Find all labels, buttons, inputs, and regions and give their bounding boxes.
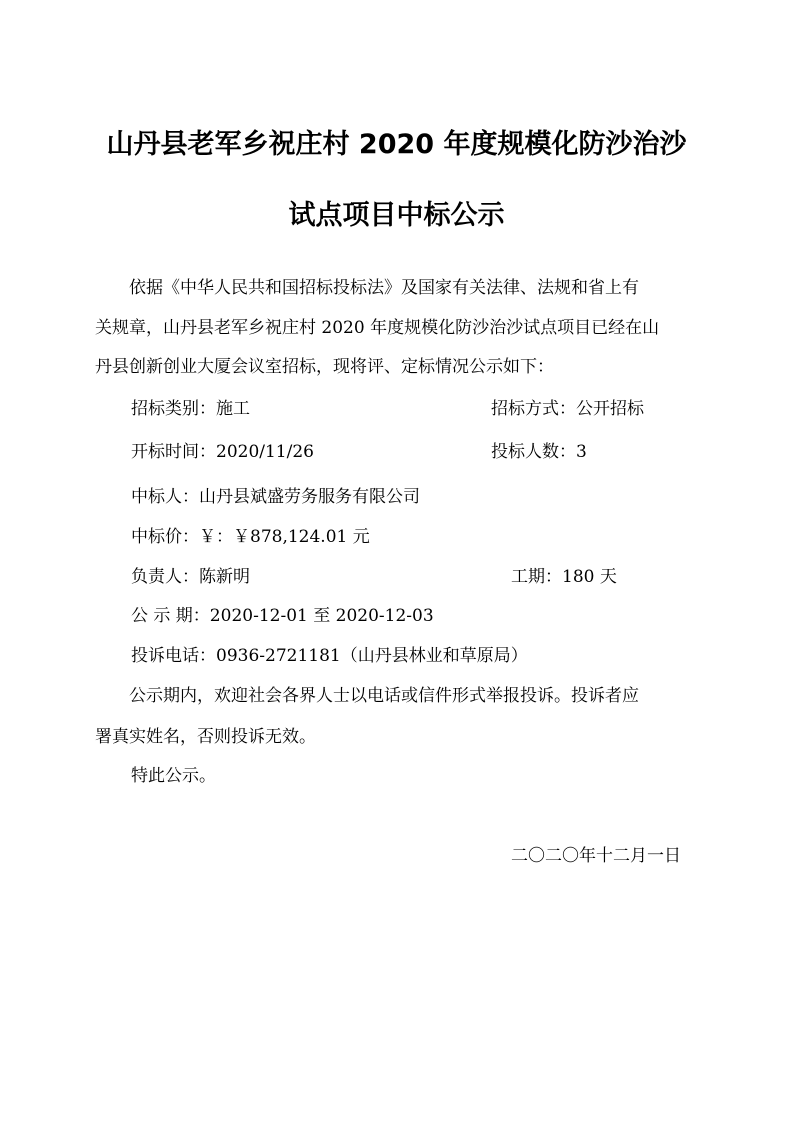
closing-remark: 特此公示。 — [131, 766, 216, 786]
notice-line-2: 署真实姓名，否则投诉无效。 — [95, 727, 316, 747]
publicity-period: 公 示 期：2020-12-01 至 2020-12-03 — [131, 606, 434, 626]
tender-category: 招标类别：施工 — [131, 399, 250, 419]
duration: 工期：180 天 — [511, 567, 617, 587]
intro-line-1: 依据《中华人民共和国招标投标法》及国家有关法律、法规和省上有 — [129, 278, 639, 298]
opening-time: 开标时间：2020/11/26 — [131, 442, 314, 462]
intro-line-3: 丹县创新创业大厦会议室招标，现将评、定标情况公示如下： — [95, 357, 554, 377]
title-line-2: 试点项目中标公示 — [288, 200, 505, 231]
responsible-person: 负责人：陈新明 — [131, 567, 250, 587]
tender-method: 招标方式：公开招标 — [491, 399, 644, 419]
intro-line-2: 关规章，山丹县老军乡祝庄村 2020 年度规模化防沙治沙试点项目已经在山 — [95, 318, 660, 338]
complaint-phone: 投诉电话：0936-2721181（山丹县林业和草原局） — [131, 646, 528, 666]
winning-price: 中标价：￥：￥878,124.01 元 — [131, 527, 370, 547]
winning-bidder: 中标人：山丹县斌盛劳务服务有限公司 — [131, 487, 420, 507]
bidder-count: 投标人数：3 — [491, 442, 587, 462]
title-line-1: 山丹县老军乡祝庄村 2020 年度规模化防沙治沙 — [106, 129, 687, 160]
issue-date: 二〇二〇年十二月一日 — [511, 846, 681, 866]
notice-line-1: 公示期内，欢迎社会各界人士以电话或信件形式举报投诉。投诉者应 — [129, 686, 639, 706]
